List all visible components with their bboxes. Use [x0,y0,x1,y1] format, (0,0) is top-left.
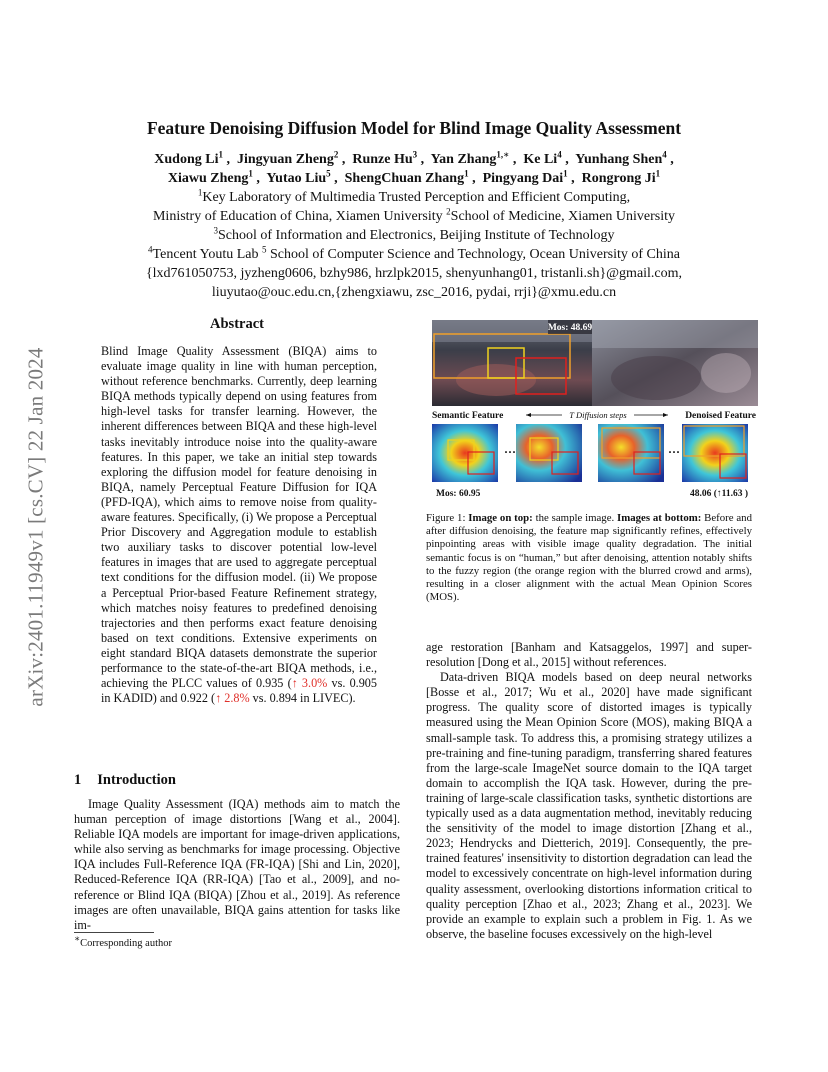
footnote-divider [74,932,154,933]
author-line-2: Xiawu Zheng$^1$ , Yutao Liu$^5$ , ShengChuan Zhang$^1$ , Pingyang Dai$^1$ , Rongrong Ji$^1$ [167,168,661,186]
svg-text:···: ··· [668,445,681,459]
figure-1-graphic [426,318,762,504]
heatmap-4 [682,424,748,482]
author: ShengChuan Zhang [344,171,465,186]
author: Jingyuan Zheng [236,152,334,167]
heatmap-3 [598,424,664,482]
heatmap-1 [432,424,498,482]
mos-bottom-left: Mos: 60.95 [436,489,481,499]
author: Yunhang Shen [575,152,663,167]
author: Ke Li [523,152,558,167]
email-line-1: {lxd761050753, jyzheng0606, bzhy986, hrzlpk2015, shenyunhang01, tristanli.sh}@gmail.com, [145,266,683,281]
intro-right-column [426,640,752,942]
email-line-2: liuyutao@ouc.edu.cn,{zhengxiawu, zsc_2016, pydai, rrji}@xmu.edu.cn [211,285,617,300]
author: Yan Zhang [430,152,497,167]
author: Runze Hu [352,152,413,167]
footnote: ∗Corresponding author [74,933,172,949]
author-list [80,150,748,188]
section-heading-introduction: 1 Introduction [74,772,176,788]
paragraph: age restoration [Banham and Katsaggelos, 1997] and super-resolution [Dong et al., 2015] without references. [426,640,752,670]
sample-image [432,320,758,406]
abstract-body: Blind Image Quality Assessment (BIQA) aims to evaluate image quality in line with human perception, without reference benchmarks. Currently, deep learning BIQA methods typically depend on using features from high-level tasks for transfer learning. However, the inherent differences between BIQA and these high-level tasks inevitably introduce noise into the quality-aware features. In this paper, we take an initial step towards exploring the diffusion model for feature denoising in BIQA, namely Perceptual Feature Diffusion for IQA (PFD-IQA), which aims to remove noise from quality-aware features. Specifically, (i) We propose a Perceptual Prior Discovery and Aggregation module to establish two auxiliary tasks to discover potential low-level features in images that are used to aggregate perceptual text conditions for the diffusion model. (ii) We propose a Perceptual Prior-based Feature Refinement strategy, which matches noisy features to predefined denoising trajectories and then performs exact feature denoising based on text conditions. Extensive experiments on eight standard BIQA datasets demonstrate the superior performance to the state-of-the-art BIQA methods, i.e., achieving the PLCC values of 0.935 (↑ 3.0% vs. 0.905 in KADID) and 0.922 (↑ 2.8% vs. 0.894 in LIVEC). [101,344,377,706]
mos-top-label: Mos: 48.69 [547,323,593,333]
abstract-heading: Abstract [210,316,264,332]
author: Pingyang Dai [482,171,564,186]
diffusion-steps-label: T Diffusion steps [569,410,627,420]
author-line-1: Xudong Li$^1$ , Jingyuan Zheng$^2$ , Runze Hu$^3$ , Yan Zhang$^{1,∗}$ , Ke Li$^4$ , Yunhang Shen$^4$ , [154,149,674,167]
arxiv-identifier: arXiv:2401.11949v1 [cs.CV] 22 Jan 2024 [23,347,48,707]
paragraph: Data-driven BIQA models based on deep neural networks [Bosse et al., 2017; Wu et al., 2020] have made significant progress. The quality score of distorted images is typically measured using the Mean Opinion Score (MOS), making BIQA a small-sample task. To address this, a promising strategy utilizes a pre-training and fine-tuning paradigm, transferring shared features from the large-scale ImageNet source domain to the IQA target domain to accomplish the IQA task. However, during the pre-training of large-scale classification tasks, synthetic distortions are typically used as a data augmentation method, inevitably reducing the sensitivity of the model to image distortion [Zhang et al., 2023; Hendrycks and Dietterich, 2019]. Consequently, the pre-trained features' insensitivity to distortion degradation can lead the model to excessively concentrate on high-level information during quality assessment, overlooking distortions information critical to quality perception [Zhao et al., 2023; Zhang et al., 2023]. We provide an example to explain such a problem in Fig. 1. As we observe, the baseline focuses excessively on the high-level [426,670,752,941]
author: Xudong Li [154,152,219,167]
figure-1 [426,318,762,504]
svg-text:···: ··· [504,445,517,459]
affiliations: $^1$Key Laboratory of Multimedia Trusted Perception and Efficient Computing, Ministry of Education of China, Xiamen University $^2$School of Medicine, Xiamen University $^3$School of Information and Electronics, Beijing Institute of Technology $^4$Tencent Youtu Lab $^5$ School of Computer Science and Technology, Ocean University of China {lxd761050753, jyzheng0606, bzhy986, hrzlpk2015, shenyunhang01, tristanli.sh}@gmail.com, liuyutao@ouc.edu.cn,{zhengxiawu, zsc_2016, pydai, rrji}@xmu.edu.cn [60,188,768,302]
heatmap-2 [516,424,582,482]
intro-left-column: Image Quality Assessment (IQA) methods aim to match the human perception of image distortions [Wang et al., 2004]. Reliable IQA models are important for image-driven applications, while also serving as benchmarks for image processing. Objective IQA includes Full-Reference IQA (FR-IQA) [Shi and Lin, 2020], Reduced-Reference IQA (RR-IQA) [Tao et al., 2009], and no-reference or Blind IQA (BIQA) [Zhou et al., 2019]. As reference images are often unavailable, BIQA gains attention for tasks like im- [74,797,400,932]
mos-bottom-right: 48.06 (↑11.63 ) [689,489,748,499]
author: Rongrong Ji [581,171,656,186]
denoised-feature-label: Denoised Feature [685,411,756,421]
paper-title: Feature Denoising Diffusion Model for Blind Image Quality Assessment [146,118,682,138]
improvement-livec: ↑ 2.8% [215,691,250,706]
improvement-kadid: ↑ 3.0% [291,676,328,691]
author: Yutao Liu [266,171,327,186]
figure-1-caption: Figure 1: Image on top: the sample image. Images at bottom: Before and after diffusion denoising, the feature map significantly refines, effectively pinpointing areas with visible image quality degradation. The initial semantic focus is on “human,” but after denoising, attention notably shifts to the fuzzy region (the orange region with the blurred crowd and arms), resulting in a closer alignment with the actual Mean Opinion Scores (MOS). [426,512,752,604]
arxiv-sidebar [22,292,50,762]
author: Xiawu Zheng [167,171,249,186]
semantic-feature-label: Semantic Feature [432,411,504,421]
